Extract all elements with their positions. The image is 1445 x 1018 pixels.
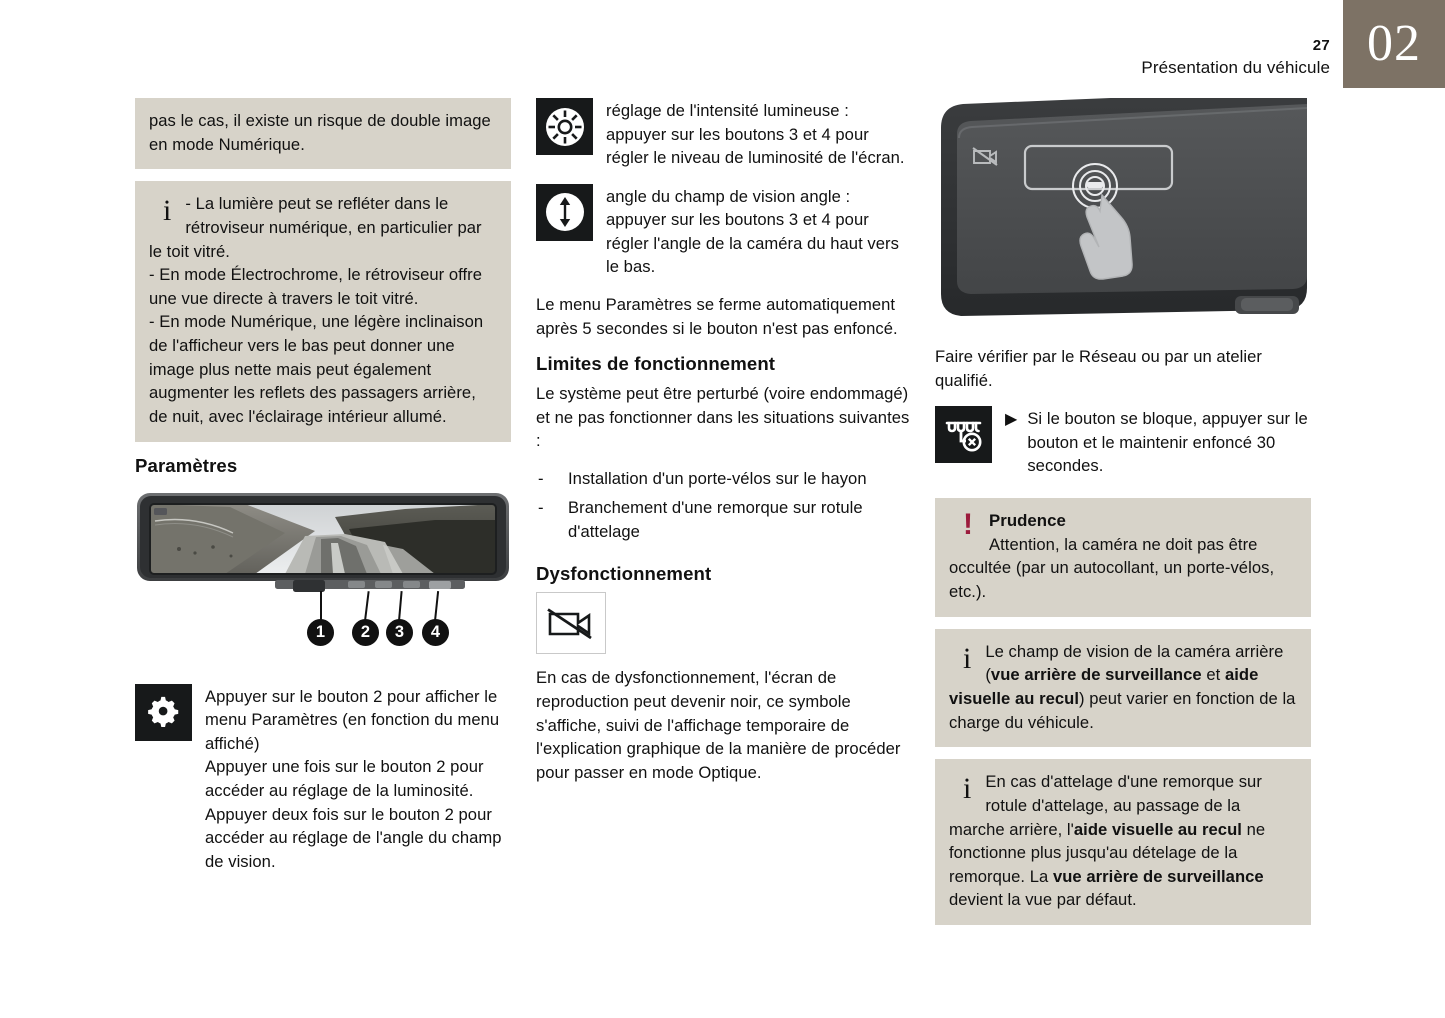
gear-text-1: Appuyer sur le bouton 2 pour afficher le menu Paramètres (en fonction du menu affiché) xyxy=(205,686,500,753)
list-item-label: Branchement d'une remorque sur rotule d'attelage xyxy=(568,498,863,541)
limites-intro: Le système peut être perturbé (voire endommagé) et ne pas fonctionner dans les situations suivantes : xyxy=(536,384,910,451)
note-info-line-3: - En mode Numérique, une légère inclinaison de l'afficheur vers le bas peut donner une image plus nette mais peut également augmenter les reflets des passagers arrière, de nuit, avec l'éclairage intérieur allumé. xyxy=(149,312,484,427)
note-info-line-2: - En mode Électrochrome, le rétroviseur offre une vue directe à travers le toit vitré. xyxy=(149,265,483,308)
list-item xyxy=(536,496,912,543)
leader-line-1 xyxy=(320,591,322,621)
gear-text-2: Appuyer une fois sur le bouton 2 pour accéder au réglage de la luminosité. xyxy=(205,757,484,800)
angle-text: angle du champ de vision angle : appuyer sur les boutons 3 et 4 pour régler l'angle de la caméra du haut vers le bas. xyxy=(606,186,899,277)
note-info-camera-field xyxy=(935,629,1311,748)
chapter-number: 02 xyxy=(1367,15,1421,72)
callout-1-label: 1 xyxy=(315,622,326,641)
mirror-illustration xyxy=(135,487,511,619)
column-middle xyxy=(536,98,912,784)
dysfonctionnement-text: En cas de dysfonctionnement, l'écran de reproduction peut devenir noir, ce symbole s'affiche, suivi de l'affichage temporaire de l'explication graphique de la manière de procéder pour passer en mode Optique. xyxy=(536,668,901,782)
text-part-1: Le champ de vision de la caméra arrière ( xyxy=(985,641,1284,685)
text-bold-2: aide visuelle au recul xyxy=(949,665,1259,708)
chapter-tab xyxy=(1343,0,1445,88)
text-bold-2: vue arrière de surveillance xyxy=(1052,866,1264,886)
info-icon: i xyxy=(163,194,172,228)
mirror-photo-illustration xyxy=(935,98,1311,326)
text-part-2: et xyxy=(1201,665,1225,685)
brightness-instruction-row xyxy=(536,98,912,170)
arrow-icon: ▶ xyxy=(1005,411,1018,429)
camera-crossed-out-icon-svg xyxy=(545,603,597,643)
list-item xyxy=(536,467,912,491)
figure-mirror-buttons xyxy=(135,487,511,662)
column-right xyxy=(935,98,1311,937)
text-part-3: ) peut varier en fonction de la charge du véhicule. xyxy=(949,688,1296,732)
callout-4 xyxy=(422,619,449,646)
camera-crossed-out-icon xyxy=(536,592,606,654)
brightness-instruction-text xyxy=(606,98,912,170)
blocked-button-text-wrap xyxy=(1005,406,1311,478)
figure-mirror-button-press xyxy=(935,98,1311,331)
column-left xyxy=(135,98,511,887)
text-part-2: ne fonctionne plus jusqu'au dételage de la remorque. La xyxy=(949,819,1266,886)
page-number: 27 xyxy=(1312,37,1330,54)
auto-close-text: Le menu Paramètres se ferme automatiquement après 5 secondes si le bouton n'est pas enfoncé. xyxy=(536,294,898,338)
callout-4-label: 4 xyxy=(430,622,441,641)
gear-icon-svg xyxy=(146,694,182,730)
gear-instruction-row xyxy=(135,684,511,874)
figure-caption: Faire vérifier par le Réseau ou par un atelier qualifié. xyxy=(935,347,1262,390)
warning-text: Attention, la caméra ne doit pas être occultée (par un autocollant, un porte-vélos, etc.). xyxy=(949,534,1275,602)
blocked-button-row xyxy=(935,406,1311,478)
gear-icon xyxy=(135,684,192,741)
callout-2-label: 2 xyxy=(360,622,371,641)
callout-2 xyxy=(352,619,379,646)
heading-parametres: Paramètres xyxy=(135,454,238,476)
list-item-label: Installation d'un porte-vélos sur le hayon xyxy=(568,468,867,488)
note-info-reflection xyxy=(135,181,511,441)
figure-callouts xyxy=(135,619,511,663)
brightness-sun-icon-svg xyxy=(543,105,587,149)
text-bold-1: vue arrière de surveillance xyxy=(990,665,1202,685)
text-part-1: En cas d'attelage d'une remorque sur rotule d'attelage, au passage de la marche arrière, l' xyxy=(949,772,1262,839)
note-warning-prudence xyxy=(935,498,1311,617)
brightness-sun-icon xyxy=(536,98,593,155)
exclamation-icon: ! xyxy=(963,507,973,541)
gear-instruction-text xyxy=(205,684,511,874)
info-icon: i xyxy=(963,772,972,806)
note-info-camera-field-text xyxy=(949,640,1297,735)
callout-1 xyxy=(307,619,334,646)
mirror-camera-disabled-icon-svg xyxy=(943,414,985,456)
heading-dysfonctionnement: Dysfonctionnement xyxy=(536,563,712,585)
blocked-button-text: Si le bouton se bloque, appuyer sur le bouton et le maintenir enfoncé 30 secondes. xyxy=(1027,409,1308,476)
note-info-line-1: - La lumière peut se refléter dans le rétroviseur numérique, en particulier par le toit vitré. xyxy=(149,194,482,261)
page-title: Présentation du véhicule xyxy=(1141,57,1330,77)
note-info-trailer xyxy=(935,759,1311,925)
mirror-camera-disabled-icon xyxy=(935,406,992,463)
text-bold-1: aide visuelle au recul xyxy=(1073,819,1242,839)
brightness-text: réglage de l'intensité lumineuse : appuyer sur les boutons 3 et 4 pour régler le niveau de luminosité de l'écran. xyxy=(606,101,905,168)
heading-limites: Limites de fonctionnement xyxy=(536,353,776,375)
angle-instruction-text xyxy=(606,184,912,279)
warning-title: Prudence xyxy=(989,510,1066,530)
limites-list xyxy=(536,467,912,544)
text-part-3: devient la vue par défaut. xyxy=(949,890,1137,910)
angle-instruction-row xyxy=(536,184,912,279)
gear-text-3: Appuyer deux fois sur le bouton 2 pour accéder au réglage de l'angle du champ de vision. xyxy=(205,804,502,871)
note-continuation-text: pas le cas, il existe un risque de double image en mode Numérique. xyxy=(149,111,491,154)
callout-3-label: 3 xyxy=(394,622,405,641)
page-header xyxy=(1141,36,1330,79)
vertical-double-arrow-icon xyxy=(536,184,593,241)
note-continuation xyxy=(135,98,511,169)
list-dash: - xyxy=(538,468,544,488)
note-info-trailer-text xyxy=(949,770,1297,912)
info-icon: i xyxy=(963,641,972,675)
list-dash: - xyxy=(538,498,544,518)
vertical-double-arrow-icon-svg xyxy=(543,190,587,234)
callout-3 xyxy=(386,619,413,646)
